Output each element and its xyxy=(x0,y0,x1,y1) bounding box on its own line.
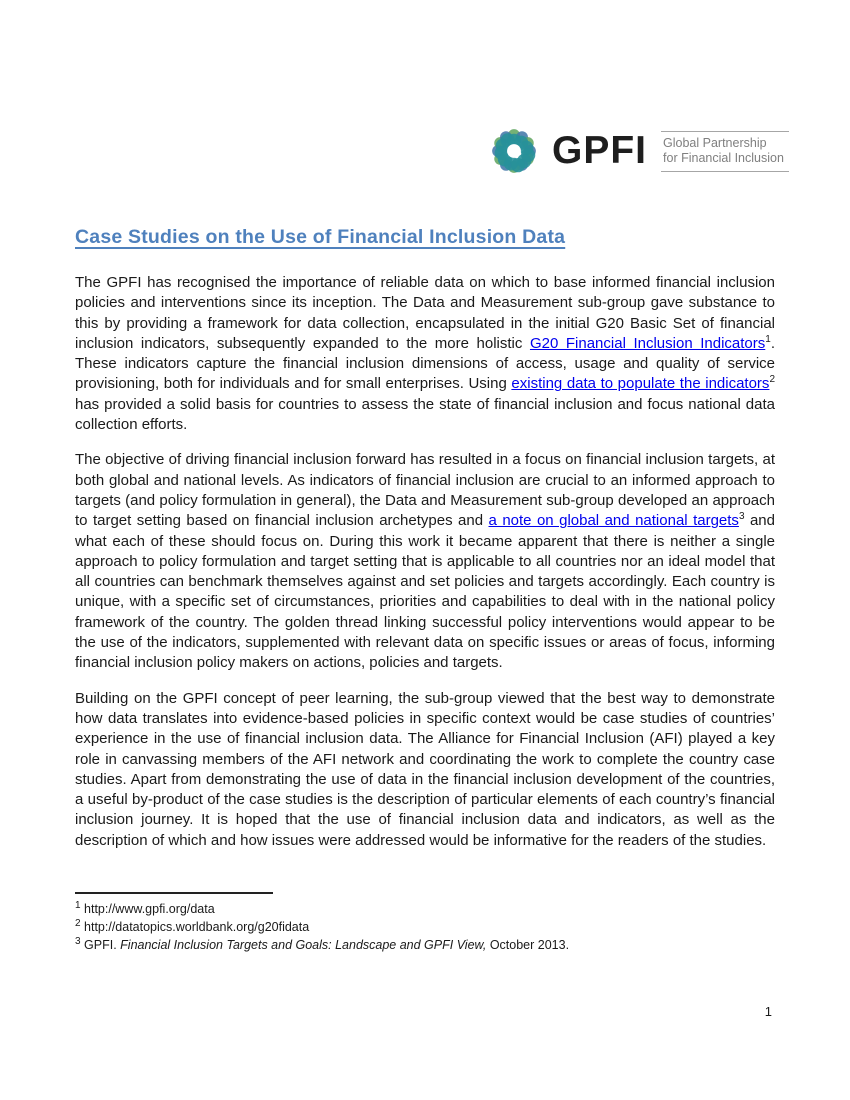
document-content xyxy=(75,226,775,954)
italic-text: Financial Inclusion Targets and Goals: Landscape and GPFI View, xyxy=(120,938,487,953)
text-run: http://www.gpfi.org/data xyxy=(80,902,215,917)
inline-link[interactable]: existing data to populate the indicators xyxy=(511,375,770,393)
text-run: The GPFI has recognised the importance of reliable data on which to base informed financial inclusion policies and interventions since its inception. The Data and Measurement sub-group gave substance to this by providing a framework for data collection, encapsulated in the initial G20 Basic Set of financial inclusion indicators, subsequently expanded to the more holistic xyxy=(75,274,775,352)
text-run: Building on the GPFI concept of peer learning, the sub-group viewed that the best way to demonstrate how data translates into evidence-based policies in specific context would be case studies of countries’ experience in the use of financial inclusion data. The Alliance for Financial Inclusion (AFI) played a key role in canvassing members of the AFI network and coordinating the work to complete the country case studies. Apart from demonstrating the use of data in the financial inclusion development of the countries, a useful by-product of the case studies is the description of particular elements of each country’s financial inclusion journey. It is hoped that the use of financial inclusion data and indicators, as well as the description of which and how issues were addressed would be informative for the readers of the studies. xyxy=(75,689,775,849)
text-run: The objective of driving financial inclusion forward has resulted in a focus on financial inclusion targets, at both global and national levels. As indicators of financial inclusion are crucial to an informed approach to targets (and policy formulation in general), the Data and Measurement sub-group developed an approach to target setting based on financial inclusion archetypes and xyxy=(75,451,775,530)
footnote-ref: 3 xyxy=(738,511,745,523)
gpfi-tagline-line1: Global Partnership xyxy=(663,135,767,150)
gpfi-tagline-line2: for Financial Inclusion xyxy=(663,150,784,165)
text-run: has provided a solid basis for countries to assess the state of financial inclusion and focus national data collection efforts. xyxy=(75,395,775,434)
footnote-ref: 3 xyxy=(75,935,81,947)
text-run: GPFI. xyxy=(80,938,121,953)
footnote-separator xyxy=(75,892,273,894)
paragraph-3 xyxy=(75,689,775,851)
paragraph-1 xyxy=(75,273,775,435)
footnote-2 xyxy=(75,918,775,936)
gpfi-logo xyxy=(488,125,789,177)
footnote-area xyxy=(75,892,775,954)
gpfi-wordmark: GPFI xyxy=(552,129,648,172)
page-title: Case Studies on the Use of Financial Inclusion Data xyxy=(75,226,566,248)
footnote-1 xyxy=(75,900,775,918)
text-run: and what each of these should focus on. During this work it became apparent that there is neither a single approach to policy formulation and target setting that is applicable to all countries nor an ideal model that all countries can benchmark themselves against and set policies and targets accordingly. Each country is unique, with a specific set of circumstances, priorities and capabilities to deal with in the national policy framework of the country. The golden thread linking successful policy interventions would appear to be the use of the indicators, supplemented with relevant data on specific issues or areas of focus, informing financial inclusion policy makers on actions, policies and targets. xyxy=(75,512,775,672)
inline-link[interactable]: a note on global and national targets xyxy=(488,512,739,530)
text-run: October 2013. xyxy=(486,938,570,953)
page-number: 1 xyxy=(764,1004,772,1019)
inline-link[interactable]: G20 Financial Inclusion Indicators xyxy=(529,334,766,352)
footnote-ref: 2 xyxy=(769,374,775,386)
gpfi-rosette-icon xyxy=(488,125,540,177)
footnote-ref: 1 xyxy=(75,899,81,911)
paragraph-2 xyxy=(75,450,775,673)
text-run: . These indicators capture the financial inclusion dimensions of access, usage and quality of service provisioning, both for individuals and for small enterprises. Using xyxy=(75,334,776,393)
footnote-3 xyxy=(75,936,775,954)
footnote-ref: 2 xyxy=(75,917,81,929)
gpfi-tagline xyxy=(661,131,789,172)
footnote-ref: 1 xyxy=(765,333,771,345)
text-run: http://datatopics.worldbank.org/g20fidata xyxy=(80,920,310,935)
